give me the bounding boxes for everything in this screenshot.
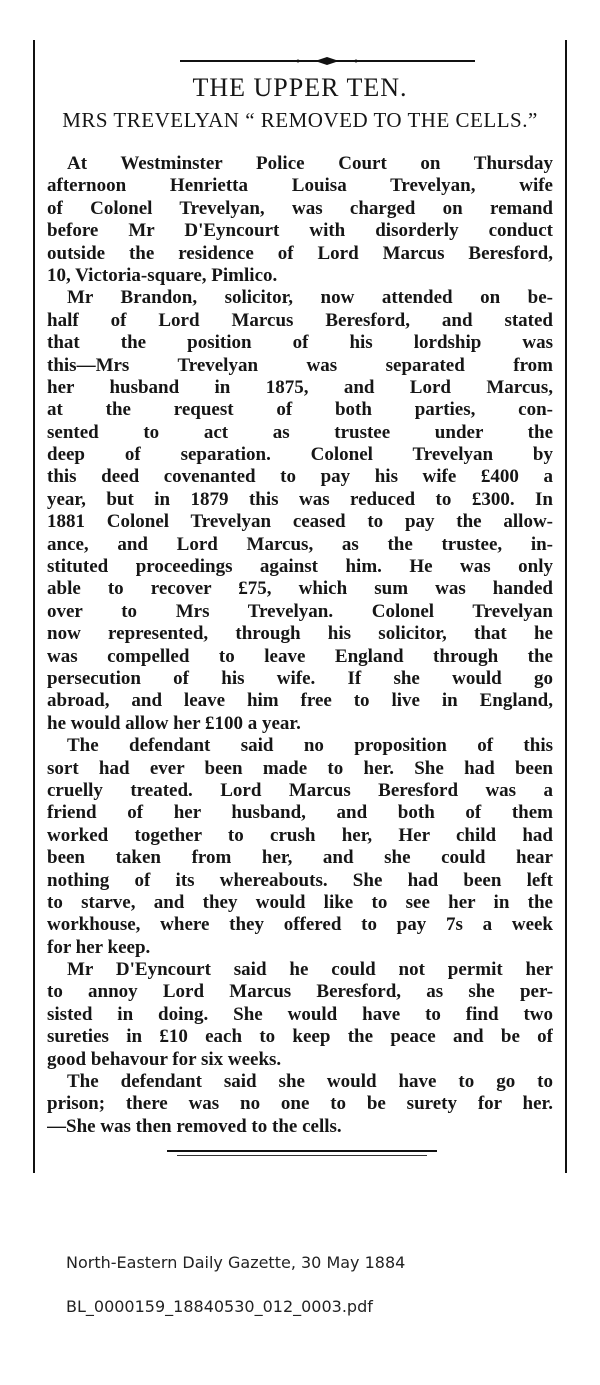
source-caption: North-Eastern Daily Gazette, 30 May 1884 (66, 1253, 406, 1272)
article-line: 10, Victoria-square, Pimlico. (47, 264, 278, 286)
article-line: able to recover £75, which sum was handed (47, 578, 553, 600)
article-line: of Colonel Trevelyan, was charged on remand (47, 197, 553, 219)
article-line: sureties in £10 each to keep the peace and be of (47, 1026, 553, 1048)
article-line: ance, and Lord Marcus, as the trustee, in- (47, 533, 553, 555)
article-line: year, but in 1879 this was reduced to £300. In (47, 488, 553, 510)
article-line: for her keep. (47, 936, 151, 958)
article-body (47, 153, 553, 1138)
article-line: now represented, through his solicitor, that he (47, 623, 553, 645)
subheadline: MRS TREVELYAN “ REMOVED TO THE CELLS.” (62, 108, 538, 132)
article-line: afternoon Henrietta Louisa Trevelyan, wife (47, 175, 553, 197)
article-line: nothing of its whereabouts. She had been left (47, 869, 553, 891)
article-line: he would allow her £100 a year. (47, 712, 301, 734)
top-ornament-rule (180, 56, 475, 66)
article-line: —She was then removed to the cells. (47, 1115, 342, 1137)
article-line: this deed covenanted to pay his wife £400 a (47, 466, 553, 488)
article-line: been taken from her, and she could hear (47, 847, 553, 869)
article-line: The defendant said no proposition of this (67, 735, 553, 757)
article-line: abroad, and leave him free to live in England, (47, 690, 553, 712)
article-line: over to Mrs Trevelyan. Colonel Trevelyan (47, 600, 553, 622)
article-line: sented to act as trustee under the (47, 421, 553, 443)
article-line: to annoy Lord Marcus Beresford, as she per- (47, 981, 553, 1003)
article-line: friend of her husband, and both of them (47, 802, 553, 824)
article-line: 1881 Colonel Trevelyan ceased to pay the allow- (47, 511, 553, 533)
article-line: prison; there was no one to be surety for her. (47, 1093, 553, 1115)
article-line: her husband in 1875, and Lord Marcus, (47, 376, 553, 398)
article-line: before Mr D'Eyncourt with disorderly conduct (47, 220, 553, 242)
article-line: half of Lord Marcus Beresford, and stated (47, 309, 553, 331)
article-line: At Westminster Police Court on Thursday (67, 153, 553, 174)
article-line: Mr Brandon, solicitor, now attended on be- (67, 287, 553, 309)
article-line: The defendant said she would have to go to (67, 1071, 553, 1093)
bottom-double-rule (167, 1150, 437, 1160)
article-line: deep of separation. Colonel Trevelyan by (47, 444, 553, 466)
article-line: at the request of both parties, con- (47, 399, 553, 421)
article-line: sort had ever been made to her. She had been (47, 757, 553, 779)
article-line: Mr D'Eyncourt said he could not permit her (67, 959, 553, 981)
article-line: workhouse, where they offered to pay 7s a week (47, 914, 553, 936)
article-line: sisted in doing. She would have to find two (47, 1003, 553, 1025)
article-line: cruelly treated. Lord Marcus Beresford was a (47, 779, 553, 801)
article-line: good behavour for six weeks. (47, 1048, 282, 1070)
article-line: was compelled to leave England through the (47, 645, 553, 667)
headline: THE UPPER TEN. (192, 73, 408, 102)
article-line: outside the residence of Lord Marcus Beresford, (47, 242, 553, 264)
article-line: that the position of his lordship was (47, 332, 553, 354)
article-line: this—Mrs Trevelyan was separated from (47, 354, 553, 376)
article-line: worked together to crush her, Her child had (47, 824, 553, 846)
newspaper-clipping (33, 40, 567, 1173)
article-line: stituted proceedings against him. He was only (47, 556, 553, 578)
article-line: persecution of his wife. If she would go (47, 667, 553, 689)
article-line: to starve, and they would like to see her in the (47, 891, 553, 913)
filename-caption: BL_0000159_18840530_012_0003.pdf (66, 1297, 373, 1316)
